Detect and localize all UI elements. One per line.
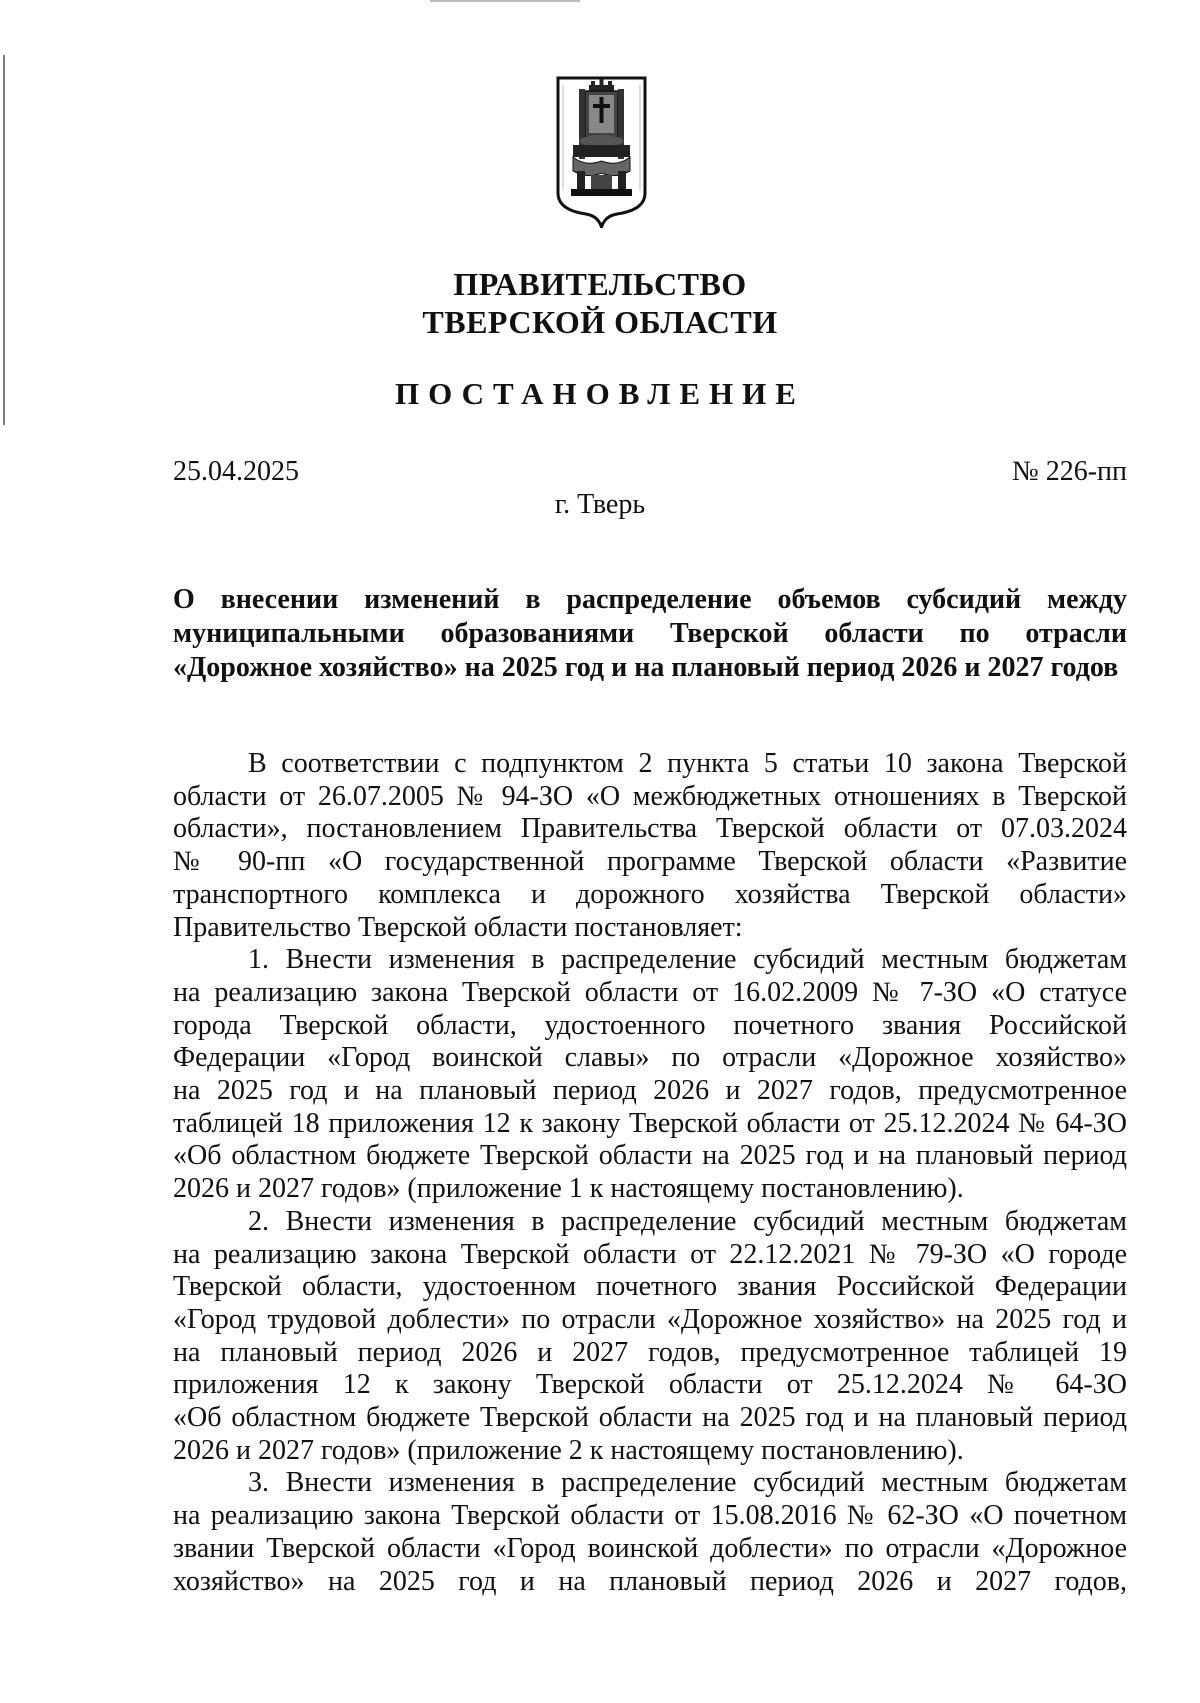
- coat-of-arms-icon: [555, 75, 648, 228]
- body-line: на реализацию закона Тверской области от 15.08.2016 № 62-ЗО «О почетном: [173, 1500, 1127, 1532]
- body-line: таблицей 18 приложения 12 к закону Тверской области от 25.12.2024 № 64-ЗО: [173, 1107, 1127, 1139]
- title-line: муниципальными образованиями Тверской области по отрасли: [173, 618, 1127, 649]
- body-line: области от 26.07.2005 № 94-ЗО «О межбюджетных отношениях в Тверской: [173, 780, 1127, 812]
- body-line: «Город трудовой доблести» по отрасли «Дорожное хозяйство» на 2025 год и: [173, 1303, 1127, 1335]
- body-line: Тверской области, удостоенном почетного звания Российской Федерации: [173, 1271, 1127, 1303]
- document-body: [173, 748, 1127, 1598]
- body-line: города Тверской области, удостоенного почетного звания Российской: [173, 1009, 1127, 1041]
- document-date: 25.04.2025: [173, 456, 299, 487]
- body-line: 3. Внести изменения в распределение субсидий местным бюджетам: [248, 1467, 1127, 1499]
- body-line: 1. Внести изменения в распределение субсидий местным бюджетам: [248, 944, 1127, 976]
- body-line: на реализацию закона Тверской области от 16.02.2009 № 7-ЗО «О статусе: [173, 976, 1127, 1008]
- document-number: № 226-пп: [1011, 456, 1127, 487]
- document-title: [173, 583, 1127, 685]
- document-type: ПОСТАНОВЛЕНИЕ: [395, 376, 805, 411]
- body-line: на 2025 год и на плановый период 2026 и 2027 годов, предусмотренное: [173, 1075, 1127, 1107]
- body-line: 2026 и 2027 годов» (приложение 1 к настоящему постановлению).: [173, 1173, 964, 1205]
- document-city: г. Тверь: [554, 489, 646, 520]
- body-line: Правительство Тверской области постановляет:: [173, 911, 743, 943]
- title-line: «Дорожное хозяйство» на 2025 год и на плановый период 2026 и 2027 годов: [173, 652, 1119, 683]
- body-line: транспортного комплекса и дорожного хозяйства Тверской области»: [173, 878, 1127, 910]
- org-name-line1: ПРАВИТЕЛЬСТВО: [453, 266, 747, 302]
- body-line: 2026 и 2027 годов» (приложение 2 к настоящему постановлению).: [173, 1434, 964, 1466]
- body-line: В соответствии с подпунктом 2 пункта 5 статьи 10 закона Тверской: [248, 748, 1127, 779]
- body-line: «Об областном бюджете Тверской области на 2025 год и на плановый период: [173, 1402, 1127, 1434]
- body-line: области», постановлением Правительства Тверской области от 07.03.2024: [173, 813, 1127, 845]
- body-line: 2. Внести изменения в распределение субсидий местным бюджетам: [248, 1205, 1127, 1237]
- body-line: № 90-пп «О государственной программе Тверской области «Развитие: [173, 846, 1127, 878]
- org-name-line2: ТВЕРСКОЙ ОБЛАСТИ: [422, 304, 778, 340]
- body-line: приложения 12 к закону Тверской области от 25.12.2024 № 64-ЗО: [173, 1369, 1127, 1401]
- body-line: хозяйство» на 2025 год и на плановый период 2026 и 2027 годов,: [173, 1565, 1127, 1597]
- body-line: «Об областном бюджете Тверской области на 2025 год и на плановый период: [173, 1140, 1127, 1172]
- body-line: звании Тверской области «Город воинской доблести» по отрасли «Дорожное: [173, 1532, 1127, 1564]
- body-line: Федерации «Город воинской славы» по отрасли «Дорожное хозяйство»: [173, 1042, 1127, 1074]
- scan-top-mark: [430, 0, 580, 2]
- scan-edge-line: [3, 55, 5, 425]
- title-line: О внесении изменений в распределение объемов субсидий между: [173, 584, 1127, 615]
- body-line: на реализацию закона Тверской области от 22.12.2021 № 79-ЗО «О городе: [173, 1238, 1127, 1270]
- body-line: на плановый период 2026 и 2027 годов, предусмотренное таблицей 19: [173, 1336, 1127, 1368]
